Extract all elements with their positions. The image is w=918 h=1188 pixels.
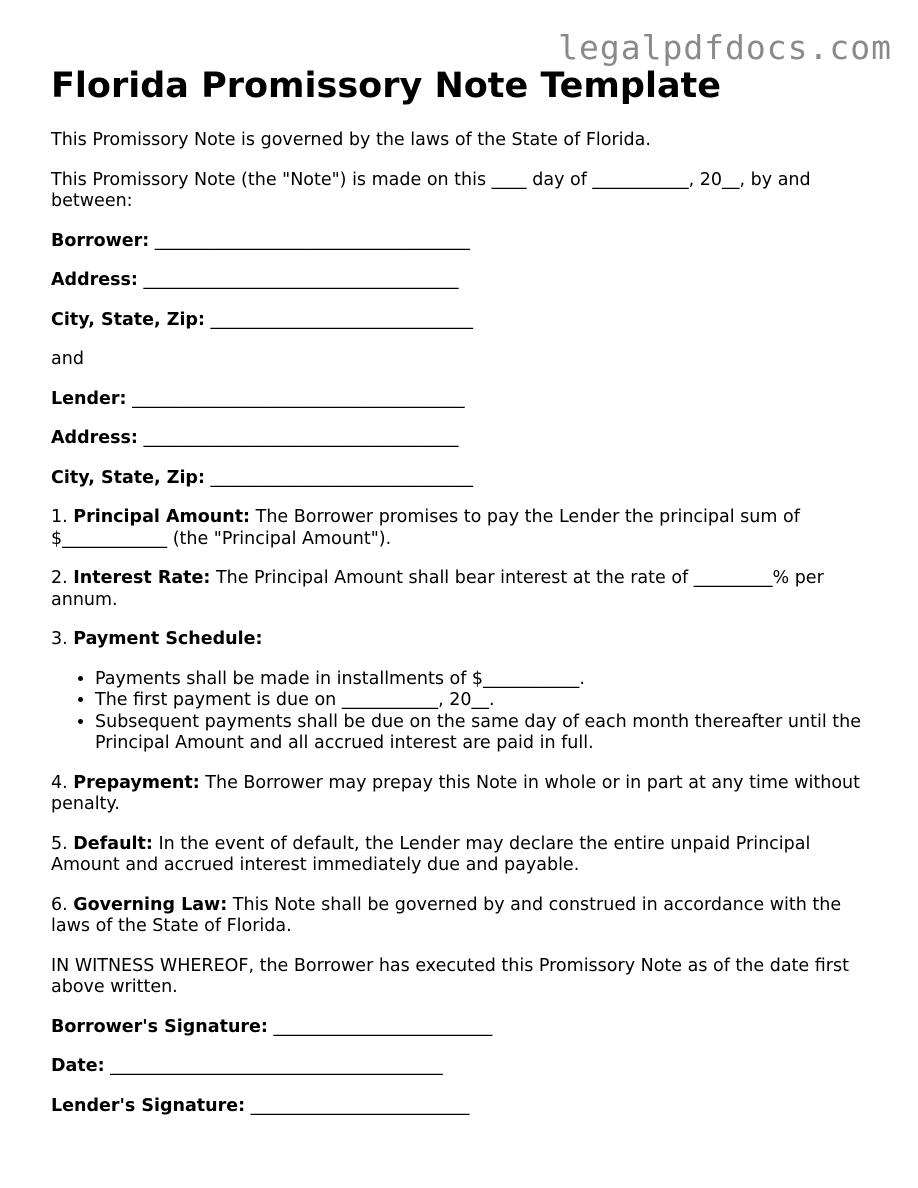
section-number: 4. [51, 772, 74, 793]
section-text: The Borrower promises to pay the Lender the principal sum of $____________ (the "Principal Amount"). [51, 507, 800, 549]
lender-signature-blank: _________________________ [245, 1095, 470, 1116]
lender-address-label: Address: [51, 428, 138, 448]
lender-city-label: City, State, Zip: [51, 467, 205, 488]
date-blank: ______________________________________ [104, 1056, 443, 1076]
section-default [51, 834, 866, 877]
section-principal [51, 507, 866, 550]
borrower-city-label: City, State, Zip: [51, 309, 205, 330]
borrower-signature-label: Borrower's Signature: [51, 1016, 268, 1037]
section-heading: Interest Rate: [73, 568, 211, 588]
borrower-city-blank: ______________________________ [204, 309, 474, 330]
lender-signature-label: Lender's Signature: [51, 1095, 246, 1116]
section-number: 5. [51, 833, 74, 854]
lender-blank: ______________________________________ [126, 388, 465, 409]
section-heading: Principal Amount: [73, 507, 251, 527]
section-interest [51, 568, 866, 611]
and-text: and [51, 349, 84, 369]
borrower-name-line [51, 231, 866, 253]
section-text: This Note shall be governed by and construed in accordance with the laws of the State of Florida. [51, 894, 842, 936]
intro-governed: This Promissory Note is governed by the laws of the State of Florida. [51, 130, 651, 150]
borrower-label: Borrower: [51, 230, 150, 251]
borrower-signature-blank: _________________________ [267, 1016, 493, 1037]
section-number: 2. [51, 568, 74, 588]
intro-made-on: This Promissory Note (the "Note") is made on this ____ day of ___________, 20__, by and between: [51, 169, 811, 211]
section-number: 3. [51, 629, 74, 649]
section-heading: Governing Law: [73, 894, 228, 915]
list-item: • The first payment is due on ___________, 20__. [95, 690, 866, 712]
section-text: In the event of default, the Lender may declare the entire unpaid Principal Amount and accrued interest immediately due and payable. [51, 833, 811, 875]
watermark: legalpdfdocs.com [558, 28, 892, 67]
borrower-address-label: Address: [51, 270, 138, 290]
lender-label: Lender: [51, 388, 127, 409]
borrower-address-blank: ____________________________________ [137, 270, 459, 290]
borrower-address-line [51, 270, 866, 292]
date-line [51, 1056, 866, 1078]
section-heading: Default: [73, 833, 153, 854]
section-governing-law [51, 895, 866, 938]
document-body [51, 64, 866, 1135]
lender-signature-line [51, 1096, 866, 1118]
lender-city-line [51, 468, 866, 490]
lender-address-blank: ____________________________________ [137, 428, 459, 448]
lender-name-line [51, 389, 866, 411]
borrower-signature-line [51, 1017, 866, 1039]
borrower-blank: ____________________________________ [149, 230, 470, 251]
document-title: Florida Promissory Note Template [51, 66, 722, 106]
date-label: Date: [51, 1056, 105, 1076]
section-payment [51, 629, 866, 651]
section-text: The Borrower may prepay this Note in whole or in part at any time without penalty. [51, 772, 860, 814]
section-heading: Payment Schedule: [73, 629, 263, 649]
lender-city-blank: ______________________________ [204, 467, 474, 488]
lender-address-line [51, 428, 866, 450]
list-item: • Payments shall be made in installments of $___________. [95, 669, 866, 691]
payment-list [51, 669, 866, 755]
witness-clause: IN WITNESS WHEREOF, the Borrower has executed this Promissory Note as of the date first above written. [51, 955, 849, 997]
section-prepayment [51, 773, 866, 816]
section-text: The Principal Amount shall bear interest at the rate of _________% per annum. [51, 568, 824, 610]
borrower-city-line [51, 310, 866, 332]
section-heading: Prepayment: [73, 772, 200, 793]
section-number: 1. [51, 507, 74, 527]
list-item: • Subsequent payments shall be due on the same day of each month thereafter until the Principal Amount and all accrued interest are paid in full. [95, 712, 866, 755]
section-number: 6. [51, 894, 74, 915]
